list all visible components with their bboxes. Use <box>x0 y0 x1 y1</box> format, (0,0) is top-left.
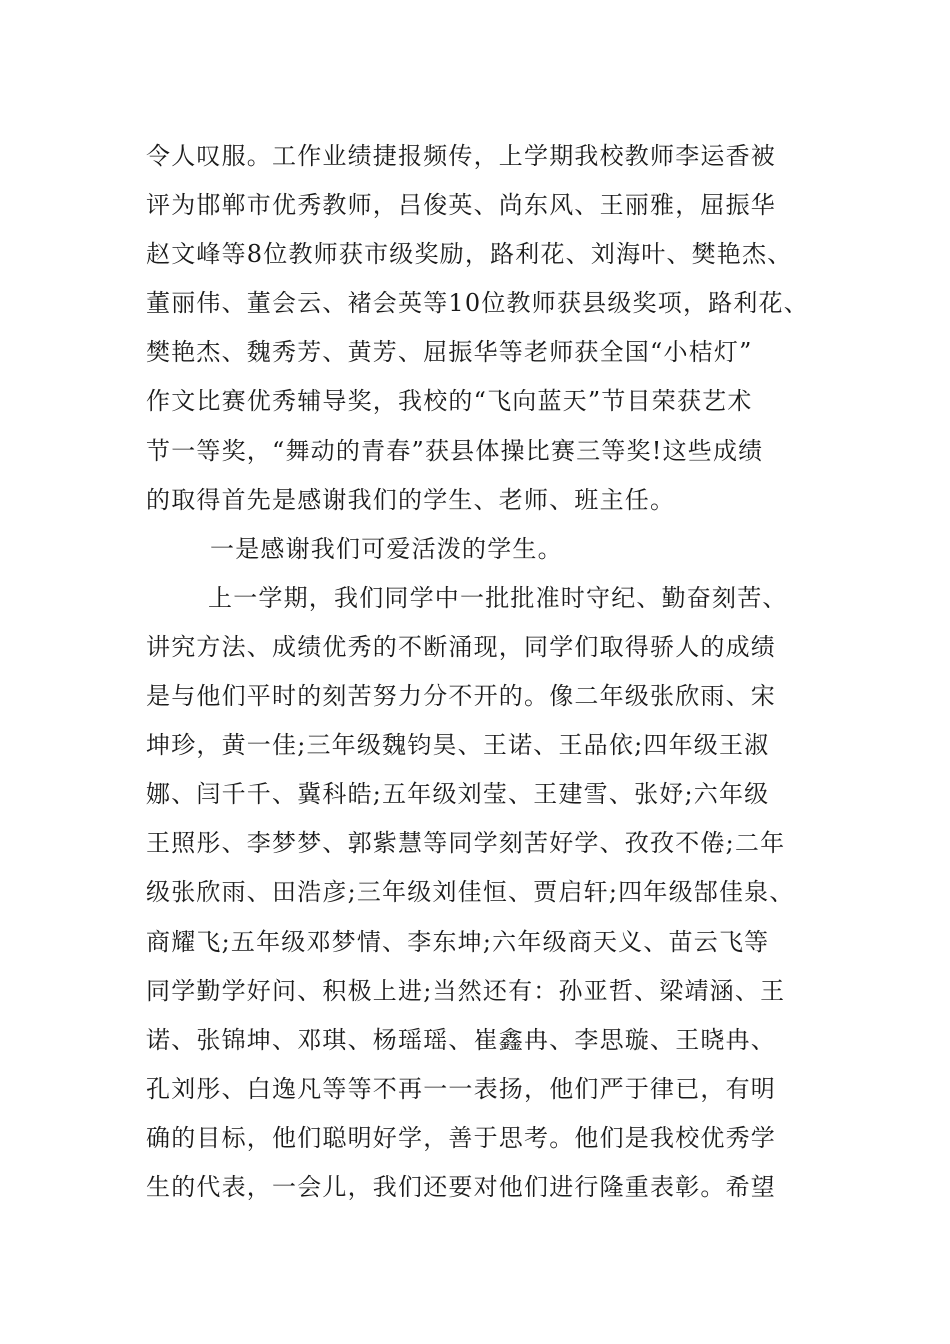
text-line: 王照彤、李梦梦、郭紫慧等同学刻苦好学、孜孜不倦;二年 <box>146 829 786 858</box>
text-line: 作文比赛优秀辅导奖，我校的“飞向蓝天”节目荣获艺术 <box>146 387 753 416</box>
document-body <box>146 132 836 1212</box>
section-heading: 一是感谢我们可爱活泼的学生。 <box>210 534 563 563</box>
text-line: 同学勤学好问、积极上进;当然还有：孙亚哲、梁靖涵、王 <box>146 976 786 1005</box>
text-line: 生的代表，一会儿，我们还要对他们进行隆重表彰。希望 <box>146 1172 776 1201</box>
text-line: 确的目标，他们聪明好学，善于思考。他们是我校优秀学 <box>146 1123 776 1152</box>
text-line: 的取得首先是感谢我们的学生、老师、班主任。 <box>146 485 676 514</box>
text-line: 坤珍，黄一佳;三年级魏钧昊、王诺、王品依;四年级王淑 <box>146 731 770 760</box>
text-line: 诺、张锦坤、邓琪、杨瑶瑶、崔鑫冉、李思璇、王晓冉、 <box>146 1025 776 1054</box>
text-line: 商耀飞;五年级邓梦情、李东坤;六年级商天义、苗云飞等 <box>146 927 770 956</box>
text-line: 级张欣雨、田浩彦;三年级刘佳恒、贾启轩;四年级郜佳泉、 <box>146 878 795 907</box>
text-line: 令人叹服。工作业绩捷报频传，上学期我校教师李运香被 <box>146 142 776 170</box>
text-line: 娜、闫千千、冀科皓;五年级刘莹、王建雪、张妤;六年级 <box>146 780 770 809</box>
text-line: 评为邯郸市优秀教师，吕俊英、尚东风、王丽雅，屈振华 <box>146 191 776 220</box>
text-line: 讲究方法、成绩优秀的不断涌现，同学们取得骄人的成绩 <box>146 632 776 661</box>
text-line: 孔刘彤、白逸凡等等不再一一表扬，他们严于律已，有明 <box>146 1074 776 1103</box>
text-line: 节一等奖，“舞动的青春”获县体操比赛三等奖!这些成绩 <box>146 436 764 465</box>
text-line: 樊艳杰、魏秀芳、黄芳、屈振华等老师获全国“小桔灯” <box>146 338 753 367</box>
text-line: 上一学期，我们同学中一批批准时守纪、勤奋刻苦、 <box>208 583 788 612</box>
text-line: 是与他们平时的刻苦努力分不开的。像二年级张欣雨、宋 <box>146 682 776 711</box>
text-line: 董丽伟、董会云、褚会英等10位教师获县级奖项，路利花、 <box>146 289 809 318</box>
text-line: 赵文峰等8位教师获市级奖励，路利花、刘海叶、樊艳杰、 <box>146 240 793 269</box>
